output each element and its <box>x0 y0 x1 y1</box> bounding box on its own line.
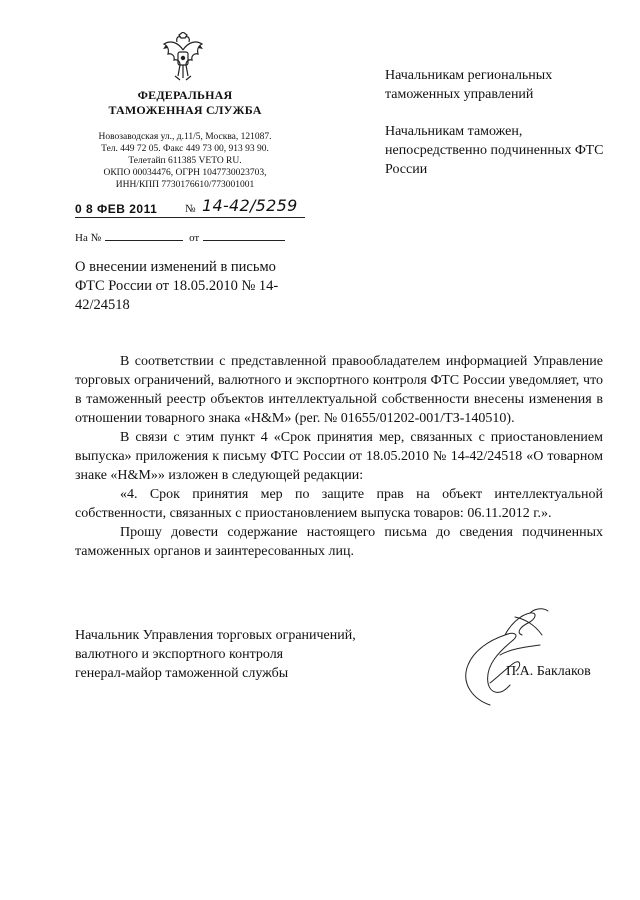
coat-of-arms-emblem <box>160 32 206 84</box>
body-paragraph-3: «4. Срок принятия мер по защите прав на объект интеллектуальной собственности, связанных с приостановлением выпуска товаров: 06.11.2012 г.». <box>75 487 603 521</box>
signer-title-line2: валютного и экспортного контроля <box>75 647 284 662</box>
reference-from-label: от <box>189 232 200 244</box>
addressees <box>385 66 625 197</box>
agency-name-line2: ТАМОЖЕННАЯ СЛУЖБА <box>108 103 262 117</box>
registration-number: 14-42/5259 <box>202 196 298 215</box>
reference-number-blank <box>105 230 183 241</box>
letter-body <box>75 352 603 561</box>
registration-line <box>75 196 315 220</box>
body-paragraph-2: В связи с этим пункт 4 «Срок принятия мер, связанных с приостановлением выпуска» приложения к письму ФТС России от 18.05.2010 № 14-42/24518 «О товарном знаке «H&M»» изложен в следующей редакции: <box>75 430 603 483</box>
reference-label: На № <box>75 232 102 244</box>
reference-date-blank <box>203 230 285 241</box>
agency-phone-fax: Тел. 449 72 05. Факс 449 73 00, 913 93 90. <box>101 144 269 154</box>
agency-inn: ИНН/КПП 7730176610/773001001 <box>115 180 255 190</box>
reference-line <box>75 230 315 244</box>
agency-contacts <box>70 131 300 191</box>
agency-address: Новозаводская ул., д.11/5, Москва, 121087. <box>98 132 272 142</box>
signer-title-line3: генерал-майор таможенной службы <box>75 666 289 681</box>
agency-teletype: Телетайп 611385 VETO RU. <box>128 156 242 166</box>
addressee-customs: Начальникам таможен, непосредственно подчиненных ФТС России <box>385 124 604 177</box>
body-paragraph-4: Прошу довести содержание настоящего письма до сведения подчиненных таможенных органов и заинтересованных лиц. <box>75 525 603 559</box>
signer-title <box>75 626 405 683</box>
agency-codes: ОКПО 00034476, ОГРН 1047730023703, <box>103 168 267 178</box>
signer-name: П.А. Баклаков <box>506 664 591 679</box>
registration-number-label: № <box>185 203 196 215</box>
handwritten-signature <box>430 605 570 715</box>
agency-name <box>70 88 300 118</box>
registration-underline <box>75 217 305 218</box>
signer-title-line1: Начальник Управления торговых ограничений, <box>75 628 356 643</box>
agency-name-line1: ФЕДЕРАЛЬНАЯ <box>137 88 233 102</box>
body-paragraph-1: В соответствии с представленной правообладателем информацией Управление торговых ограничений, валютного и экспортного контроля ФТС России уведомляет, что в таможенный реестр объектов интеллектуальной собственности внесены изменения в отношении товарного знака «H&M» (рег. № 01655/01202-001/ТЗ-140510). <box>75 354 603 426</box>
addressee-regional: Начальникам региональных таможенных управлений <box>385 68 553 102</box>
registration-date: 0 8 ФЕВ 2011 <box>75 202 158 216</box>
letter-subject: О внесении изменений в письмо ФТС России от 18.05.2010 № 14-42/24518 <box>75 259 279 313</box>
